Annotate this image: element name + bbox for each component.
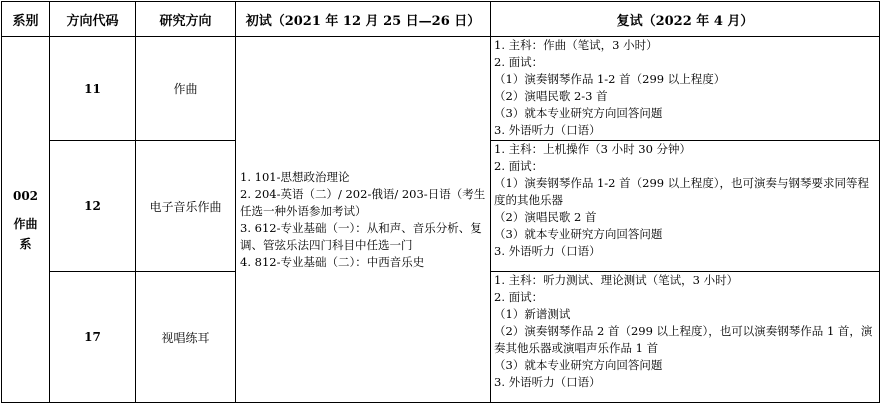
direction-code-17: 17 <box>50 272 136 403</box>
retest-11-item-3: （1）演奏钢琴作品 1-2 首（299 以上程度） <box>494 72 726 86</box>
prelim-item-1: 1. 101-思想政治理论 <box>240 169 350 184</box>
retest-cell-17 <box>491 272 880 403</box>
department-cell <box>2 37 50 403</box>
prelim-item-2: 2. 204-英语（二）/ 202-俄语/ 203-日语（考生任选一种外语参加考试） <box>240 186 486 218</box>
department-name-2: 系 <box>19 236 32 251</box>
retest-12-item-1: 1. 主科：上机操作（3 小时 30 分钟） <box>494 142 692 156</box>
retest-17-item-1: 1. 主科：听力测试、理论测试（笔试，3 小时） <box>494 273 739 287</box>
admission-table <box>1 1 880 403</box>
direction-name-12: 电子音乐作曲 <box>136 141 236 272</box>
retest-11-item-1: 1. 主科：作曲（笔试，3 小时） <box>494 38 658 52</box>
retest-11-item-5: （3）就本专业研究方向回答问题 <box>494 106 663 120</box>
header-prelim: 初试（2021 年 12 月 25 日—26 日） <box>236 2 491 37</box>
direction-name-11: 作曲 <box>136 37 236 141</box>
department-code: 002 <box>12 188 39 203</box>
retest-11-item-2: 2. 面试： <box>494 55 544 69</box>
header-direction: 研究方向 <box>136 2 236 37</box>
retest-17-item-4: （2）演奏钢琴作品 2 首（299 以上程度），也可以演奏钢琴作品 1 首，演奏其他乐器或演唱声乐作品 1 首 <box>494 324 873 355</box>
prelim-item-3: 3. 612-专业基础（一）：从和声、音乐分析、复调、管弦乐法四门科目中任选一门 <box>240 220 482 252</box>
retest-12-item-3: （1）演奏钢琴作品 1-2 首（299 以上程度），也可演奏与钢琴要求同等程度的其他乐器 <box>494 176 869 207</box>
prelim-item-4: 4. 812-专业基础（二）：中西音乐史 <box>240 254 425 269</box>
table-row-11 <box>2 37 880 141</box>
retest-11-item-6: 3. 外语听力（口语） <box>494 123 601 137</box>
header-retest: 复试（2022 年 4 月） <box>491 2 880 37</box>
header-code: 方向代码 <box>50 2 136 37</box>
direction-name-17: 视唱练耳 <box>136 272 236 403</box>
retest-12-item-5: （3）就本专业研究方向回答问题 <box>494 227 663 241</box>
retest-17-item-5: （3）就本专业研究方向回答问题 <box>494 358 663 372</box>
retest-12-item-6: 3. 外语听力（口语） <box>494 244 601 258</box>
retest-cell-11 <box>491 37 880 141</box>
retest-17-item-2: 2. 面试： <box>494 290 544 304</box>
header-row <box>2 2 880 37</box>
retest-cell-12 <box>491 141 880 272</box>
direction-code-11: 11 <box>50 37 136 141</box>
department-name-1: 作曲 <box>13 216 38 231</box>
retest-12-item-2: 2. 面试： <box>494 159 544 173</box>
retest-11-item-4: （2）演唱民歌 2-3 首 <box>494 89 608 103</box>
header-dept: 系别 <box>2 2 50 37</box>
retest-12-item-4: （2）演唱民歌 2 首 <box>494 210 597 224</box>
retest-17-item-6: 3. 外语听力（口语） <box>494 375 601 389</box>
retest-17-item-3: （1）新谱测试 <box>494 307 571 321</box>
direction-code-12: 12 <box>50 141 136 272</box>
preliminary-cell <box>236 37 491 403</box>
